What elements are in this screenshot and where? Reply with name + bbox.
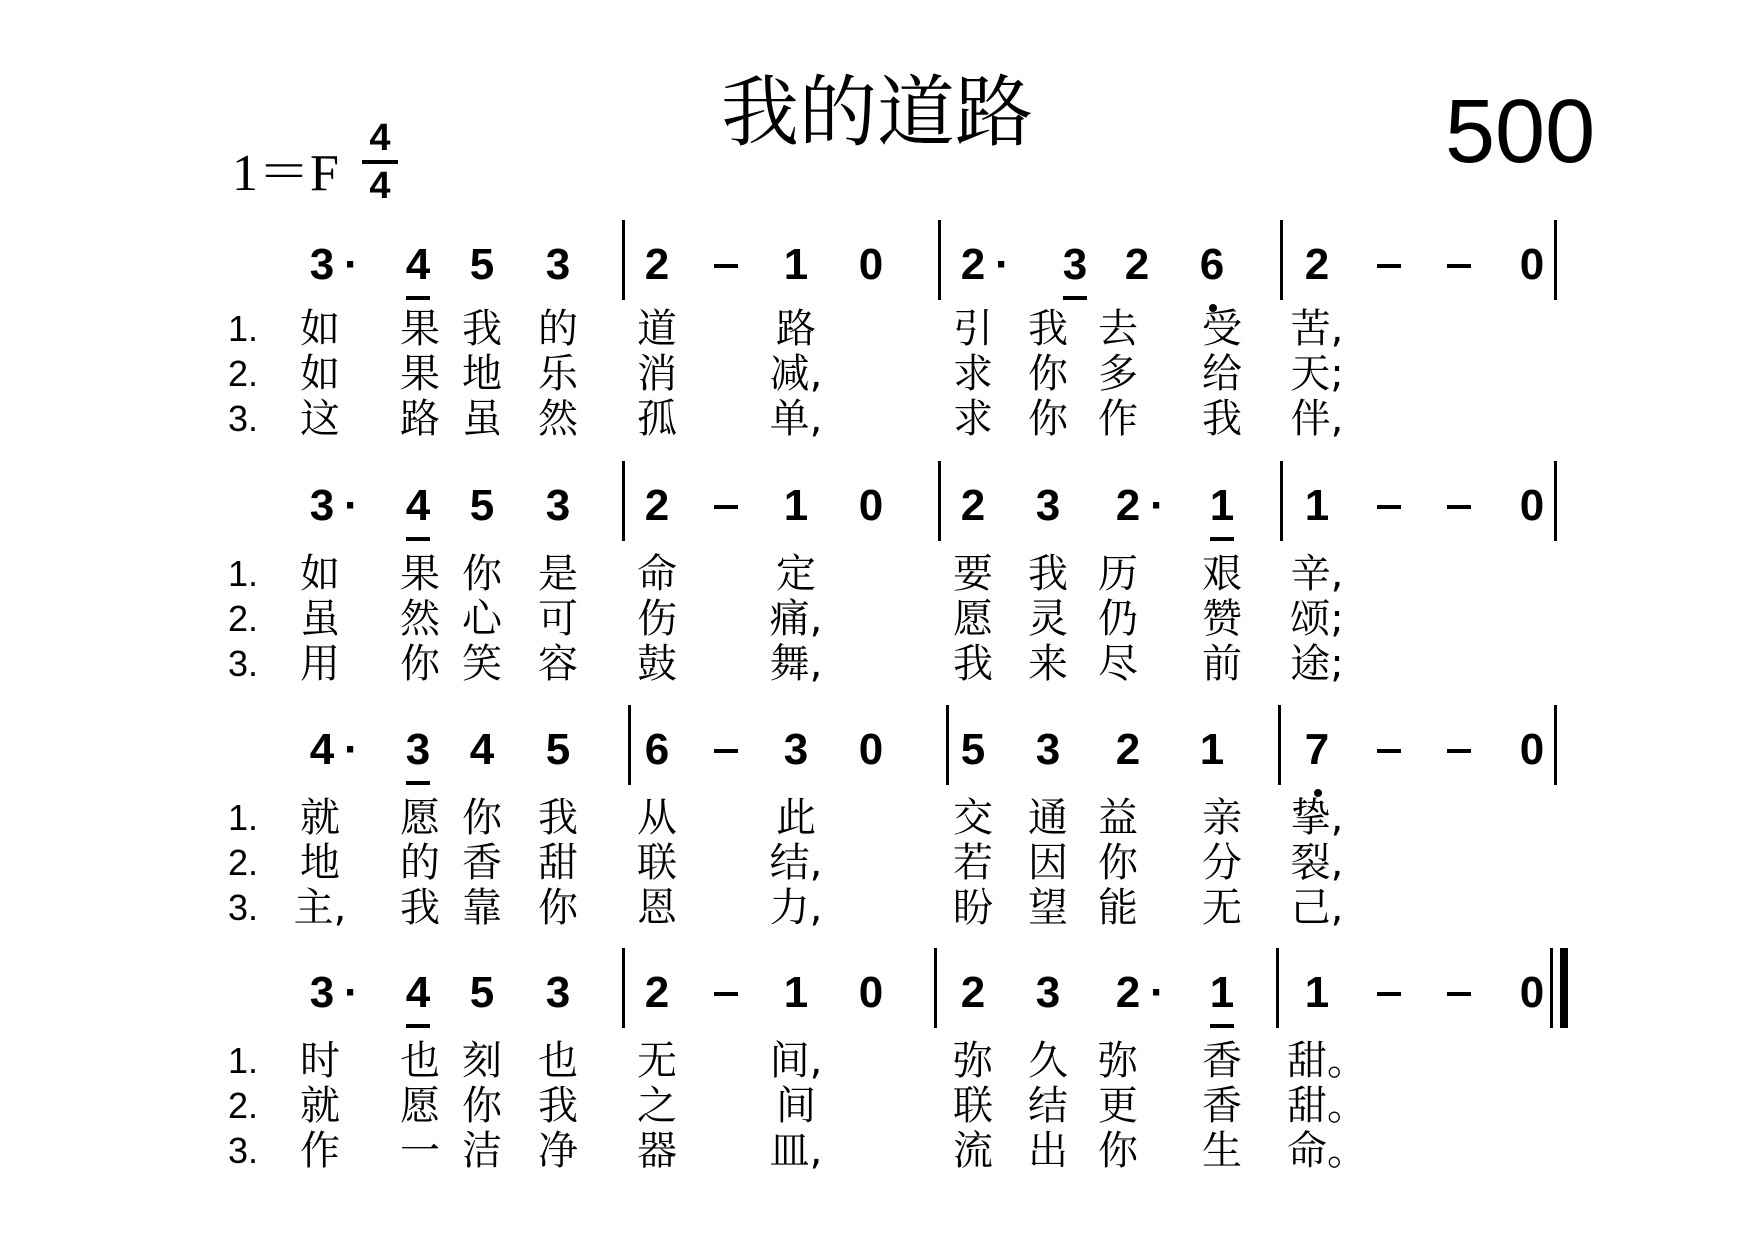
note: 2 <box>960 968 986 1017</box>
lyric-syllable: 你 <box>462 551 502 597</box>
note: 1 <box>1304 481 1330 530</box>
lyric-syllable: 果 <box>400 351 440 397</box>
lyric-syllable: 洁 <box>462 1128 502 1174</box>
time-signature-top: 4 <box>369 117 391 159</box>
lyric-syllable: 痛, <box>769 596 823 642</box>
lyric-syllable: 赞 <box>1202 596 1242 642</box>
lyric-syllable: 用 <box>300 641 340 687</box>
hymn-title: 我的道路 <box>720 68 1033 158</box>
lyric-syllable: 己, <box>1290 885 1344 931</box>
lyric-syllable: 交 <box>953 795 993 841</box>
lyric-syllable: 结 <box>1028 1083 1068 1129</box>
lyric-syllable: 愿 <box>953 596 993 642</box>
augmentation-dot: · <box>344 968 359 1017</box>
lyric-syllable: 定 <box>776 551 816 597</box>
underline-mark <box>406 537 430 541</box>
note: 3 <box>309 481 335 530</box>
lyric-syllable: 前 <box>1202 641 1242 687</box>
note: 3 <box>545 968 571 1017</box>
lyric-syllable: 心 <box>462 596 502 642</box>
lyric-syllable: 香 <box>1202 1038 1242 1084</box>
augmentation-dot: · <box>344 725 359 774</box>
lyric-syllable: 你 <box>538 885 578 931</box>
lyric-syllable: 单, <box>769 396 823 442</box>
note: 1 <box>1304 968 1330 1017</box>
verse-number: 2. <box>228 598 259 639</box>
lyric-syllable: 给 <box>1202 351 1242 397</box>
lyric-syllable: 你 <box>1098 1128 1138 1174</box>
barline <box>1280 220 1283 300</box>
lyric-syllable: 时 <box>300 1038 340 1084</box>
dash-mark <box>714 264 738 268</box>
lyric-syllable: 恩 <box>637 885 677 931</box>
lyric-syllable: 也 <box>538 1038 578 1084</box>
lyric-syllable: 天; <box>1290 351 1344 397</box>
lyric-syllable: 艰 <box>1202 551 1242 597</box>
verse-number: 1. <box>228 553 259 594</box>
note: 5 <box>469 968 495 1017</box>
note: 2 <box>644 968 670 1017</box>
verse-number: 2. <box>228 1085 259 1126</box>
note: 3 <box>309 968 335 1017</box>
lyric-syllable: 我 <box>400 885 440 931</box>
dash-mark <box>1377 749 1401 753</box>
note: 2 <box>1124 240 1150 289</box>
dash-mark <box>1447 992 1471 996</box>
lyric-syllable: 虽 <box>300 596 340 642</box>
note: 1 <box>1192 481 1252 531</box>
lyric-syllable: 的 <box>400 840 440 886</box>
verse-number: 2. <box>228 842 259 883</box>
lyric-syllable: 地 <box>300 840 340 886</box>
note: 3 <box>1035 481 1061 530</box>
dash-mark <box>714 505 738 509</box>
note: 2 <box>1304 240 1330 289</box>
lyric-syllable: 香 <box>1202 1083 1242 1129</box>
lyric-syllable: 作 <box>300 1128 340 1174</box>
augmentation-dot: · <box>1150 968 1165 1017</box>
lyric-syllable: 这 <box>300 396 340 442</box>
barline <box>938 461 941 541</box>
lyric-syllable: 是 <box>538 551 578 597</box>
lyric-syllable: 容 <box>538 641 578 687</box>
lyric-syllable: 联 <box>637 840 677 886</box>
lyric-syllable: 无 <box>1202 885 1242 931</box>
dash-mark <box>1447 749 1471 753</box>
lyric-syllable: 颂; <box>1290 596 1344 642</box>
lyric-syllable: 你 <box>462 795 502 841</box>
lyric-syllable: 求 <box>953 351 993 397</box>
note: 5 <box>469 240 495 289</box>
verse-number: 1. <box>228 308 259 349</box>
lyric-syllable: 孤 <box>637 396 677 442</box>
verse-number: 3. <box>228 1130 259 1171</box>
lyric-syllable: 主, <box>293 885 347 931</box>
final-barline-thick <box>1560 948 1568 1028</box>
note: 0 <box>858 725 884 774</box>
lyric-syllable: 尽 <box>1098 641 1138 687</box>
lyric-syllable: 伴, <box>1290 396 1344 442</box>
barline <box>622 220 625 300</box>
note: 0 <box>858 240 884 289</box>
lyric-syllable: 然 <box>538 396 578 442</box>
note: 4 <box>309 725 335 774</box>
barline <box>622 461 625 541</box>
note: 2 <box>1115 968 1141 1017</box>
lyric-syllable: 果 <box>400 306 440 352</box>
lyric-syllable: 也 <box>400 1038 440 1084</box>
lyric-syllable: 分 <box>1202 840 1242 886</box>
lyric-syllable: 裂, <box>1290 840 1344 886</box>
lyric-syllable: 通 <box>1028 795 1068 841</box>
lyric-syllable: 你 <box>1028 351 1068 397</box>
lyric-syllable: 鼓 <box>637 641 677 687</box>
lyric-syllable: 久 <box>1028 1038 1068 1084</box>
note: 3 <box>783 725 809 774</box>
barline <box>1550 948 1553 1028</box>
lyric-syllable: 能 <box>1098 885 1138 931</box>
note: 3 <box>1035 725 1061 774</box>
barline <box>938 220 941 300</box>
note: 2 <box>644 481 670 530</box>
note: 5 <box>545 725 571 774</box>
time-signature <box>362 118 398 206</box>
lyric-syllable: 弥 <box>1098 1038 1138 1084</box>
lyric-syllable: 舞, <box>769 641 823 687</box>
note: 1 <box>1199 725 1225 774</box>
lyric-syllable: 如 <box>300 551 340 597</box>
dash-mark <box>1447 264 1471 268</box>
dash-mark <box>1447 505 1471 509</box>
underline-mark <box>406 296 430 300</box>
lyric-syllable: 然 <box>400 596 440 642</box>
lyric-syllable: 亲 <box>1202 795 1242 841</box>
lyric-syllable: 因 <box>1028 840 1068 886</box>
dash-mark <box>714 749 738 753</box>
lyric-syllable: 命。 <box>1287 1128 1367 1174</box>
lyric-syllable: 果 <box>400 551 440 597</box>
dash-mark <box>714 992 738 996</box>
note: 5 <box>469 481 495 530</box>
barline <box>1280 461 1283 541</box>
lyric-syllable: 求 <box>953 396 993 442</box>
note: 3 <box>309 240 335 289</box>
lyric-syllable: 路 <box>776 306 816 352</box>
verse-number: 3. <box>228 643 259 684</box>
dash-mark <box>1377 505 1401 509</box>
note: 0 <box>1519 725 1545 774</box>
lyric-syllable: 我 <box>953 641 993 687</box>
lyric-syllable: 伤 <box>637 596 677 642</box>
lyric-syllable: 间, <box>769 1038 823 1084</box>
underline-mark <box>1210 537 1234 541</box>
underline-mark <box>1210 1024 1234 1028</box>
barline <box>622 948 625 1028</box>
lyric-syllable: 乐 <box>538 351 578 397</box>
note: 1 <box>783 481 809 530</box>
lyric-syllable: 命 <box>637 551 677 597</box>
lyric-syllable: 愿 <box>400 795 440 841</box>
lyric-syllable: 弥 <box>953 1038 993 1084</box>
dash-mark <box>1377 264 1401 268</box>
lyric-syllable: 望 <box>1028 885 1068 931</box>
lyric-syllable: 器 <box>637 1128 677 1174</box>
lyric-syllable: 途; <box>1290 641 1344 687</box>
note: 3 <box>545 481 571 530</box>
barline <box>628 705 631 785</box>
lyric-syllable: 我 <box>538 795 578 841</box>
verse-number: 2. <box>228 353 259 394</box>
verse-number: 3. <box>228 887 259 928</box>
note: 0 <box>1519 240 1545 289</box>
augmentation-dot: · <box>995 240 1010 289</box>
lyric-syllable: 仍 <box>1098 596 1138 642</box>
note: 1 <box>783 240 809 289</box>
lyric-syllable: 虽 <box>462 396 502 442</box>
note: 1 <box>1192 968 1252 1018</box>
lyric-syllable: 道 <box>637 306 677 352</box>
key-signature: 1＝F <box>232 145 339 202</box>
underline-mark <box>1063 296 1087 300</box>
note: 3 <box>1045 240 1105 290</box>
note: 1 <box>783 968 809 1017</box>
lyric-syllable: 一 <box>400 1128 440 1174</box>
note: 2 <box>1115 481 1141 530</box>
lyric-syllable: 历 <box>1098 551 1138 597</box>
lyric-syllable: 挚, <box>1290 795 1344 841</box>
verse-number: 1. <box>228 797 259 838</box>
note: 3 <box>388 725 448 775</box>
lyric-syllable: 如 <box>300 306 340 352</box>
lyric-syllable: 你 <box>462 1083 502 1129</box>
note: 6 <box>644 725 670 774</box>
note: 2 <box>1115 725 1141 774</box>
lyric-syllable: 流 <box>953 1128 993 1174</box>
lyric-syllable: 结, <box>769 840 823 886</box>
lyric-syllable: 苦, <box>1290 306 1344 352</box>
lyric-syllable: 就 <box>300 1083 340 1129</box>
note: 0 <box>1519 481 1545 530</box>
lyric-syllable: 甜。 <box>1287 1038 1367 1084</box>
lyric-syllable: 可 <box>538 596 578 642</box>
lyric-syllable: 我 <box>462 306 502 352</box>
lyric-syllable: 生 <box>1202 1128 1242 1174</box>
barline <box>1278 705 1281 785</box>
augmentation-dot: · <box>1150 481 1165 530</box>
barline <box>934 948 937 1028</box>
underline-mark <box>406 1024 430 1028</box>
time-signature-bottom: 4 <box>369 165 391 207</box>
lyric-syllable: 我 <box>1028 306 1068 352</box>
dash-mark <box>1377 992 1401 996</box>
lyric-syllable: 此 <box>776 795 816 841</box>
barline <box>1554 220 1557 300</box>
augmentation-dot: · <box>344 481 359 530</box>
lyric-syllable: 甜。 <box>1287 1083 1367 1129</box>
note: 4 <box>388 240 448 290</box>
note: 2 <box>960 240 986 289</box>
lyric-syllable: 刻 <box>462 1038 502 1084</box>
verse-number: 3. <box>228 398 259 439</box>
lyric-syllable: 笑 <box>462 641 502 687</box>
lyric-syllable: 之 <box>637 1083 677 1129</box>
lyric-syllable: 作 <box>1098 396 1138 442</box>
note: 0 <box>1519 968 1545 1017</box>
lyric-syllable: 你 <box>1098 840 1138 886</box>
note: 3 <box>1035 968 1061 1017</box>
lyric-syllable: 我 <box>1202 396 1242 442</box>
lyric-syllable: 从 <box>637 795 677 841</box>
lyric-syllable: 靠 <box>462 885 502 931</box>
lyric-syllable: 出 <box>1028 1128 1068 1174</box>
barline <box>1554 461 1557 541</box>
lyric-syllable: 如 <box>300 351 340 397</box>
lyric-syllable: 引 <box>953 306 993 352</box>
note: 5 <box>960 725 986 774</box>
barline <box>1554 705 1557 785</box>
note: 4 <box>388 968 448 1018</box>
lyric-syllable: 香 <box>462 840 502 886</box>
lyric-syllable: 去 <box>1098 306 1138 352</box>
lyric-syllable: 力, <box>769 885 823 931</box>
lyric-syllable: 无 <box>637 1038 677 1084</box>
hymn-number: 500 <box>1445 82 1596 182</box>
lyric-syllable: 就 <box>300 795 340 841</box>
note: 0 <box>858 968 884 1017</box>
time-signature-line <box>362 160 398 164</box>
lyric-syllable: 要 <box>953 551 993 597</box>
lyric-syllable: 净 <box>538 1128 578 1174</box>
lyric-syllable: 你 <box>400 641 440 687</box>
lyric-syllable: 受 <box>1202 306 1242 352</box>
lyric-syllable: 若 <box>953 840 993 886</box>
lyric-syllable: 愿 <box>400 1083 440 1129</box>
barline <box>946 705 949 785</box>
note: 4 <box>469 725 495 774</box>
lyric-syllable: 灵 <box>1028 596 1068 642</box>
note: 0 <box>858 481 884 530</box>
lyric-syllable: 多 <box>1098 351 1138 397</box>
lyric-syllable: 更 <box>1098 1083 1138 1129</box>
note: 3 <box>545 240 571 289</box>
lyric-syllable: 地 <box>462 351 502 397</box>
verse-number: 1. <box>228 1040 259 1081</box>
underline-mark <box>406 781 430 785</box>
note: 2 <box>644 240 670 289</box>
lyric-syllable: 辛, <box>1290 551 1344 597</box>
note: 6 <box>1182 240 1242 290</box>
lyric-syllable: 益 <box>1098 795 1138 841</box>
lyric-syllable: 皿, <box>769 1128 823 1174</box>
lyric-syllable: 间 <box>776 1083 816 1129</box>
note: 4 <box>388 481 448 531</box>
lyric-syllable: 的 <box>538 306 578 352</box>
lyric-syllable: 甜 <box>538 840 578 886</box>
lyric-syllable: 盼 <box>953 885 993 931</box>
lyric-syllable: 你 <box>1028 396 1068 442</box>
note: 7 <box>1287 725 1347 775</box>
lyric-syllable: 路 <box>400 396 440 442</box>
augmentation-dot: · <box>344 240 359 289</box>
lyric-syllable: 减, <box>769 351 823 397</box>
lyric-syllable: 消 <box>637 351 677 397</box>
note: 2 <box>960 481 986 530</box>
barline <box>1276 948 1279 1028</box>
lyric-syllable: 我 <box>538 1083 578 1129</box>
lyric-syllable: 联 <box>953 1083 993 1129</box>
lyric-syllable: 我 <box>1028 551 1068 597</box>
lyric-syllable: 来 <box>1028 641 1068 687</box>
